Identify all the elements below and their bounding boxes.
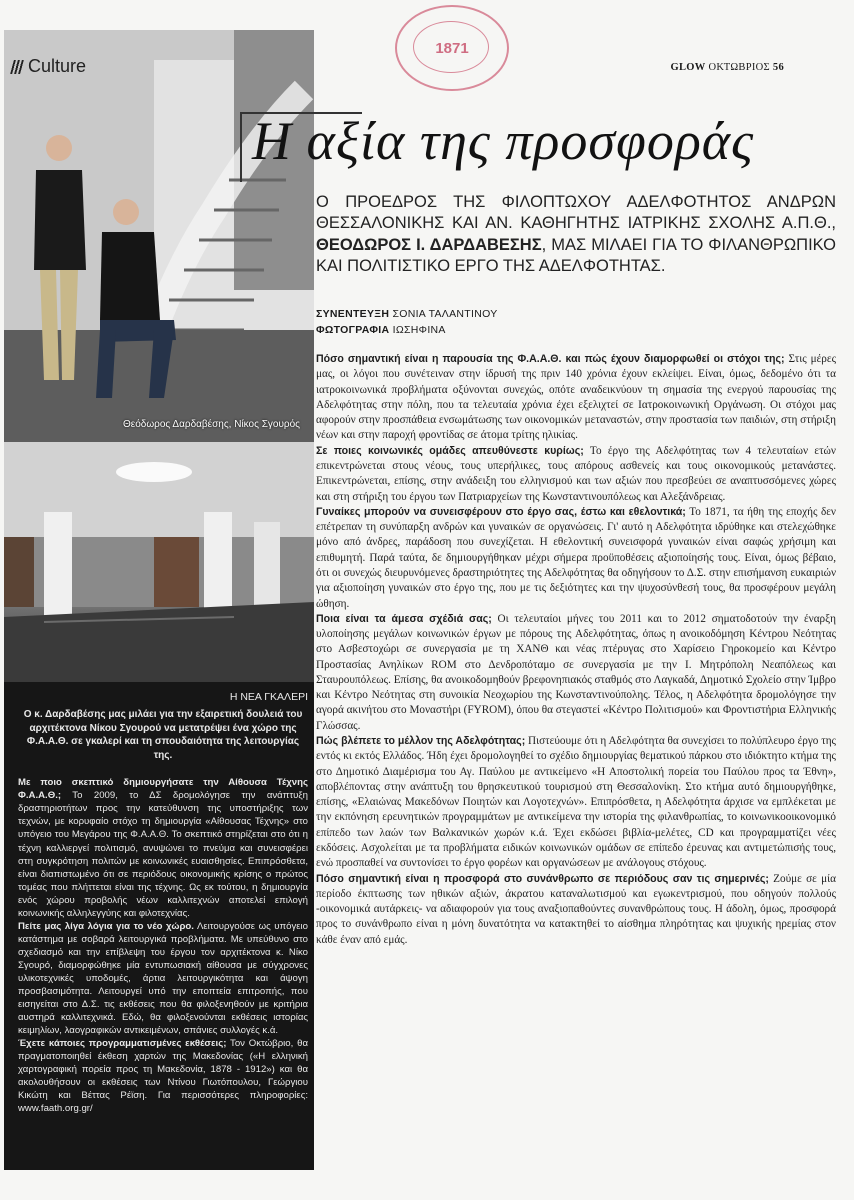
interview-paragraph [316,734,836,872]
sidebar-answer: Λειτουργούσε ως υπόγειο κατάστημα με σοβαρά λειτουργικά προβλήματα. Με υπεύθυνο στο σχεδιασμό και την επίβλεψη του έργου τον αρχιτέκτονα κ. Νίκο Σγουρό, διαμορφώθηκε μία εντυπωσιακή αίθουσα με σύγχρονες υλικοτεχνικές υποδομές, άρτια λειτουργικότητα και άψογη προσβασιμότητα. Λειτουργεί υπό την εποπτεία επιτροπής, που εισηγείται στο Δ.Σ. τις εκθέσεις που θα φιλοξενηθούν με κριτήρια αυστηρά καλλιτεχνικά. Εδώ, θα φιλοξενούνται εκθέσεις ιστορίας κειμηλίων, λαογραφικών αντικειμένων, σπάνιες συλλογές κ.ά. [18,920,308,1037]
deck-intro: Ο ΠΡΟΕΔΡΟΣ ΤΗΣ ΦΙΛΟΠΤΩΧΟΥ ΑΔΕΛΦΟΤΗΤΟΣ ΑΝΔΡΩΝ ΘΕΣΣΑΛΟΝΙΚΗΣ ΚΑΙ ΑΝ. ΚΑΘΗΓΗΤΗΣ ΙΑΤΡΙΚΗΣ ΣΧΟΛΗΣ Α.Π.Θ., [316,193,836,233]
issue-month: ΟΚΤΩΒΡΙΟΣ [708,62,770,73]
interview-question: Ποια είναι τα άμεσα σχέδιά σας; [316,612,492,625]
photo-name: ΙΩΣΗΦΙΝΑ [392,324,446,337]
interview-paragraph [316,444,836,505]
sidebar-paragraph [18,1037,308,1115]
photo-credit [316,322,836,338]
interview-answer: Ζούμε σε μία περίοδο έκπτωσης των ηθικών αξιών, άκρατου καταναλωτισμού και εγωκεντρισμού, που οδηγούν πολλούς -οικονομικά αυτάρκεις- να αδιαφορούν για τους αναξιοπαθούντες συνανθρώπους τους. Η άδολη, όμως, προσφορά προς το συνάνθρωπο είναι η μόνη δυνατότητα να κατακτηθεί το αίσθημα πληρότητας και ψυχικής ηρεμίας στον κάθε έναν από εμάς. [316,872,836,946]
photo-caption: Θεόδωρος Δαρδαβέσης, Νίκος Σγουρός [122,419,300,430]
sidebar-paragraph [18,776,308,920]
deck-outro: , ΜΑΣ ΜΙΛΑΕΙ ΓΙΑ ΤΟ ΦΙΛΑΝΘΡΩΠΙΚΟ ΚΑΙ ΠΟΛΙΤΙΣΤΙΚΟ ΕΡΓΟ ΤΗΣ ΑΔΕΛΦΟΤΗΤΑΣ. [316,235,836,276]
interview-paragraph [316,505,836,612]
interview-answer: Το 1871, τα ήθη της εποχής δεν επέτρεπαν τη συνύπαρξη ανδρών και γυναικών σε οργανώσεις. Γι' αυτό η Αδελφότητα ιδρύθηκε και στελεχώθηκε μόνο από άνδρες, παράδοση που συνεχίζεται. Η εθελοντική συνεισφορά γυναικών είναι σαφώς χρήσιμη και επιθυμητή. Παρά ταύτα, δε δημιουργήθηκαν μέχρι σήμερα προϋποθέσεις αξιοποίησής τους. Είναι, όμως βέβαιο, ότι οι συνεχώς διευρυνόμενες δραστηριότητες της Αδελφότητας θα οδηγήσουν το Δ.Σ. στην επισήμανση ευκαιριών για αξιοποίηση γυναικών στο έργο της, που με τις δεξιότητες και την ψυχοσύνθεσή τους, θα προσφέρουν μεγάλη ώθηση. [316,505,836,610]
interview-credit [316,306,836,322]
gallery-photo [4,442,314,682]
stairs-portrait-photo [4,30,314,442]
sidebar-question: Με ποιο σκεπτικό δημιουργήσατε την Αίθουσα Τέχνης Φ.Α.Α.Θ.; [18,777,308,802]
interview-question: Πώς βλέπετε το μέλλον της Αδελφότητας; [316,735,526,748]
interview-answer: Το έργο της Αδελφότητας των 4 τελευταίων ετών επικεντρώνεται στους νέους, τους υπερήλικες, τους απόρους ασθενείς και τους οικονομικούς μετανάστες. Επικεντρώνεται, επίσης, στην ανάδειξη του ελληνισμού και των αξιών που πρεσβεύει σε αναπτυσσόμενες χώρες και στη στήριξη του έργου των Πατριαρχείων της Κωνσταντινουπόλεως και Αλεξάνδρειας. [316,444,836,503]
interview-paragraph [316,612,836,734]
stamp-year: 1871 [435,39,469,57]
sidebar-question: Έχετε κάποιες προγραμματισμένες εκθέσεις; [18,1038,227,1050]
interview-answer: Στις μέρες μας, οι λόγοι που συνέτειναν στην ίδρυσή της πριν 140 χρόνια έχουν εκλείψει. Είναι, όμως, δεδομένο ότι τα ιατροκοινωνικά προβλήματα οξύνονται συνεχώς, οπότε αναδεικνύουν τη σημασία της ενεργού παρουσίας της Αδελφότητας στην πόλη, που τα τελευταία χρόνια έχει εξελιχτεί σε Ιατροκοινωνική Οργάνωση. Οι στόχοι μας αφορούν στην προσπάθεια ενσωμάτωσης των οικονομικών μεταναστών, στην προστασία των παιδιών, στη στήριξη νέων και στην παροχή φροντίδας σε άτομα τρίτης ηλικίας. [316,353,837,442]
stairs-photo-illustration [4,30,314,442]
interview-name: ΣΟΝΙΑ ΤΑΛΑΝΤΙΝΟΥ [392,308,498,320]
page-folio [671,62,785,73]
sidebar-lead: Ο κ. Δαρδαβέσης μας μιλάει για την εξαιρετική δουλειά του αρχιτέκτονα Νίκου Σγουρού να μετατρέψει ένα χώρο της Φ.Α.Α.Θ. σε γκαλερί και τη σπουδαιότητα της λειτουργίας της. [23,709,303,761]
sidebar-answer: Το 2009, το ΔΣ δρομολόγησε την ανάπτυξη δραστηριοτήτων προς την κατεύθυνση της υποστήριξης των τεχνών, με κορυφαίο στόχο τη δημιουργία «Αίθουσας Τέχνης» στο υπόγειο του Μεγάρου της Φ.Α.Α.Θ. Το σκεπτικό στηρίζεται στο ότι η τέχνη καλλιεργεί πολιτισμό, ανυψώνει το πνεύμα και συνεισφέρει στη συγκρότηση πολιτών με κοινωνικές ευαισθησίες. Επιπρόσθετα, είναι διαπιστωμένο ότι σε περιόδους οικονομικής κρίσης ο πρώτος τομέας που πλήττεται είναι της τέχνης. Ως εκ τούτου, η δημιουργία ενός χώρου προβολής νέων καλλιτεχνών αποτελεί επιλογή κοινωνικής αλληλεγγύης και φιλοτεχνίας. [18,790,308,919]
sidebar-question: Πείτε μας λίγα λόγια για το νέο χώρο. [18,920,194,932]
interview-question: Πόσο σημαντική είναι η παρουσία της Φ.Α.Α.Θ. και πώς έχουν διαμορφωθεί οι στόχοι της; [316,353,785,365]
article-title: Η αξία της προσφοράς [252,111,754,171]
sidebar-answer: Τον Οκτώβριο, θα πραγματοποιηθεί έκθεση χαρτών της Μακεδονίας («Η ελληνική χαρτογραφική πορεία προς τη Μακεδονία, 1878 - 1912») και θα ακολουθήσουν οι εκθέσεις των Ντίνου Γιωτόπουλου, Γεώργιου Κικώτη και Βέττας Ρέϊση. Για περισσότερες πληροφορίες: www.faath.org.gr/ [18,1038,308,1115]
photo-label: ΦΩΤΟΓΡΑΦΙΑ [316,324,390,337]
interview-question: Γυναίκες μπορούν να συνεισφέρουν στο έργο σας, έστω και εθελοντικά; [316,505,686,518]
article-credits [316,306,836,339]
section-label [12,56,86,77]
section-mark-icon [10,60,24,74]
sidebar-paragraph [18,920,308,1037]
association-stamp [395,5,509,91]
section-name: Culture [28,56,87,76]
deck-name: ΘΕΟΔΩΡΟΣ Ι. ΔΑΡΔΑΒΕΣΗΣ [316,235,542,254]
article-deck [316,192,836,278]
page-number: 56 [772,62,784,73]
interview-paragraph [316,352,836,444]
gallery-sidebar [18,690,308,1115]
interview-question: Πόσο σημαντική είναι η προσφορά στο συνάνθρωπο σε περιόδους σαν τις σημερινές; [316,872,769,885]
interview-paragraph [316,872,836,948]
interview-body [316,352,836,948]
sidebar-heading: Η ΝΕΑ ΓΚΑΛΕΡΙ [229,691,308,703]
interview-answer: Οι τελευταίοι μήνες του 2011 και το 2012 σηματοδοτούν την έναρξη υλοποίησης μεγάλων κοινωνικών έργων με πόρους της Αδελφότητας, όπως η ανοικοδόμηση Κέντρου Νεότητας στο Ασβεστοχώρι σε συνεργασία με τη ΧΑΝΘ και νέας πτέρυγας στο Χαρίσειο Γηροκομείο και Κέντρο Προστασίας Ανηλίκων ROM στο Δενδροπόταμο σε συνεργασία με την Ι. Μητρόπολη Νεαπόλεως και Σταυρουπόλεως. Επίσης, θα ανοικοδομηθούν βρεφονηπιακός σταθμός στο Λαγκαδά, Δημοτικό Σχολείο στην Ίμβρο και Κέντρο Νεότητας στη συνοικία Νεοχωρίου της Κωνσταντινούπολης. Τέλος, η Αδελφότητα δρομολόγησε την αγορά ακινήτου στο Μοναστήρι (FYROM), όπου θα στεγαστεί «Κέντρο Πολιτισμού» και Φροντιστήρια Ελληνικής Γλώσσας. [316,612,836,732]
interview-answer: Πιστεύουμε ότι η Αδελφότητα θα συνεχίσει το πολύπλευρο έργο της εντός κι εκτός Ελλάδος. Ήδη έχει δρομολογηθεί το σχέδιο δημιουργίας θεματικού πάρκου στο ιδιόκτητο κτήμα της στο Δημοτικό Διαμέρισμα του Αγ. Παύλου με αντικείμενο «Η Αποστολική πορεία του Παύλου προς τα Έθνη», αποβλέποντας στην ανάπτυξη του θρησκευτικού τουρισμού στη Θεσσαλονίκη. Στο κτήμα αυτό δημιουργήθηκε, επίσης, «Ελαιώνας Μακεδόνων Ποιητών και Λογοτεχνών». Επιπρόσθετα, η Αδελφότητα άρχισε να εμπλέκεται με την εκπόνηση ερευνητικών προγραμμάτων με αντικείμενα την ιστορία της φιλανθρωπίας, το κοινωνικοοικονομικό επίπεδο των λαών των Βαλκανικών χωρών κ.ά. Έχει εκδώσει βιβλία-μελέτες, CD και προγραμματίζει νέες εκδόσεις. Ασχολείται με τα προβλήματα ειδικών κοινωνικών ομάδων σε επίπεδο έρευνας και αντιμετώπισής τους, ενώ προσπαθεί να συντονίσει το έργο φορέων και οργανώσεων με ανάλογους στόχους. [316,735,836,870]
interview-label: ΣΥΝΕΝΤΕΥΞΗ [316,308,390,320]
gallery-photo-illustration [4,442,314,682]
interview-question: Σε ποιες κοινωνικές ομάδες απευθύνεστε κυρίως; [316,444,584,457]
magazine-name: GLOW [670,62,706,73]
left-column [4,30,314,1170]
